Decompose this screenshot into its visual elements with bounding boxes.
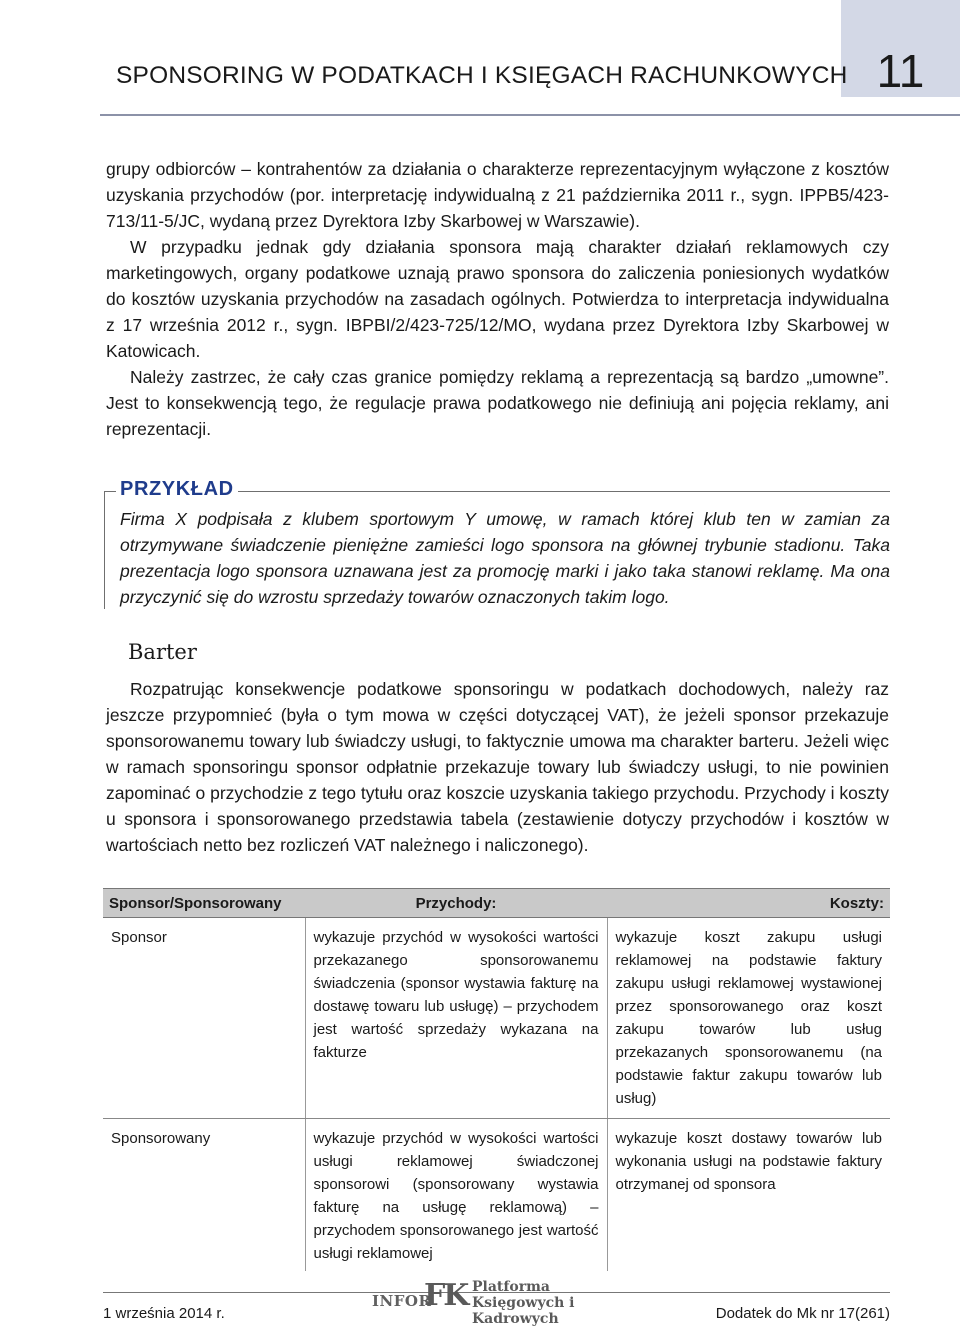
platform-logo xyxy=(372,1278,638,1327)
logo-line-1: Platforma xyxy=(472,1279,551,1295)
paragraph-2: W przypadku jednak gdy działania sponsora mają charakter działań reklamowych czy marketingowych, organy podatkowe uznają prawo sponsora do zaliczenia poniesionych wydatków do kosztów uzyskania przychodów na zasadach ogólnych. Potwierdza to interpretacja indywidualna z 17 września 2012 r., sygn. IBPBI/2/423-725/12/MO, wydana przez Dyrektora Izby Skarbowej w Katowicach. xyxy=(106,237,889,361)
cell-cost: wykazuje koszt zakupu usługi reklamowej na podstawie faktury zakupu usługi reklamowej wystawionej przez sponsorowanego oraz koszt zakupu towarów lub usług przekazanych sponsorowanemu (na podstawie faktur zakupu towarów lub usług) xyxy=(607,918,890,1119)
cell-party: Sponsorowany xyxy=(111,1130,211,1147)
section-paragraph: Rozpatrując konsekwencje podatkowe sponsoringu w podatkach dochodowych, należy raz jeszcze przypomnieć (była o tym mowa w części dotyczącej VAT), że jeżeli sponsor przekazuje sponsorowanemu towary lub świadczy usługi, to faktycznie umowa ma charakter barteru. Jeżeli więc w ramach sponsoringu sponsor odpłatnie przekazuje towary lub świadczy usługi, to nie powinien zapominać o przychodzie z tego tytułu oraz koszcie uzyskania takiego przychodu. Przychody i koszty u sponsora i sponsorowanego przedstawia tabela (zestawienie dotyczy przychodów i kosztów w wartościach netto bez rozliczeń VAT należnego i naliczonego). xyxy=(106,679,890,855)
table-header-row xyxy=(103,889,890,918)
cell-party: Sponsor xyxy=(103,918,305,1119)
footer-issue: Dodatek do Mk nr 17(261) xyxy=(715,1305,890,1322)
example-frame-top-left xyxy=(104,491,116,492)
cell-revenue: wykazuje przychód w wysokości wartości przekazanego sponsorowanemu świadczenia (sponsor wystawia fakturę na dostawę towaru lub usługę) – przychodem jest wartość sprzedaży wykazana na fakturze xyxy=(305,918,607,1119)
table-row xyxy=(103,1119,890,1272)
example-title: PRZYKŁAD xyxy=(120,478,234,500)
example-paragraph: Firma X podpisała z klubem sportowym Y umowę, w ramach której klub ten w zamian za otrzymywane świadczenie pieniężne zamieści logo sponsora na głównej trybunie stadionu. Taka prezentacja logo sponsora uznawana jest za promocję marki i jako taka stanowi reklamę. Ma ona przyczynić się do wzrostu sprzedaży towarów oznaczonych takim logo. xyxy=(120,509,890,607)
revenue-cost-table xyxy=(103,888,890,1271)
header-revenue: Przychody: xyxy=(305,889,607,918)
example-frame-left xyxy=(104,491,105,609)
page-number: 11 xyxy=(876,45,925,97)
header-cost: Koszty: xyxy=(607,889,890,918)
table-row xyxy=(103,918,890,1119)
logo-line-2: Księgowych i Kadrowych xyxy=(472,1295,575,1327)
running-header-title: SPONSORING W PODATKACH I KSIĘGACH RACHUNKOWYCH xyxy=(116,62,848,89)
body-text xyxy=(106,156,889,442)
example-frame-top xyxy=(238,491,890,492)
cell-cost: wykazuje koszt dostawy towarów lub wykonania usługi na podstawie faktury otrzymanej od sponsora xyxy=(615,1130,882,1193)
section-text xyxy=(106,676,889,858)
footer-date: 1 września 2014 r. xyxy=(103,1305,225,1322)
section-title: Barter xyxy=(128,640,197,664)
paragraph-1: grupy odbiorców – kontrahentów za działania o charakterze reprezentacyjnym wyłączone z kosztów uzyskania przychodów (por. interpretację indywidualną z 21 października 2011 r., sygn. IPPB5/423-713/11-5/JC, wydaną przez Dyrektora Izby Skarbowej w Warszawie). xyxy=(106,159,889,231)
cell-revenue: wykazuje przychód w wysokości wartości usługi reklamowej świadczonej sponsorowi (sponsorowany wystawia fakturę na usługę reklamową) – przychodem sponsorowanego jest wartość usługi reklamowej xyxy=(305,1119,607,1272)
page-number-box xyxy=(841,0,960,97)
logo-fk-text: FK xyxy=(424,1278,468,1313)
header-party: Sponsor/Sponsorowany xyxy=(103,889,305,918)
logo-infor-text: INFOR xyxy=(372,1292,432,1310)
paragraph-3: Należy zastrzec, że cały czas granice pomiędzy reklamą a reprezentacją są bardzo „umowne”. Jest to konsekwencją tego, że regulacje prawa podatkowego nie definiują ani pojęcia reklamy, ani reprezentacji. xyxy=(106,367,889,439)
example-text xyxy=(120,506,890,610)
header-rule xyxy=(100,114,960,116)
